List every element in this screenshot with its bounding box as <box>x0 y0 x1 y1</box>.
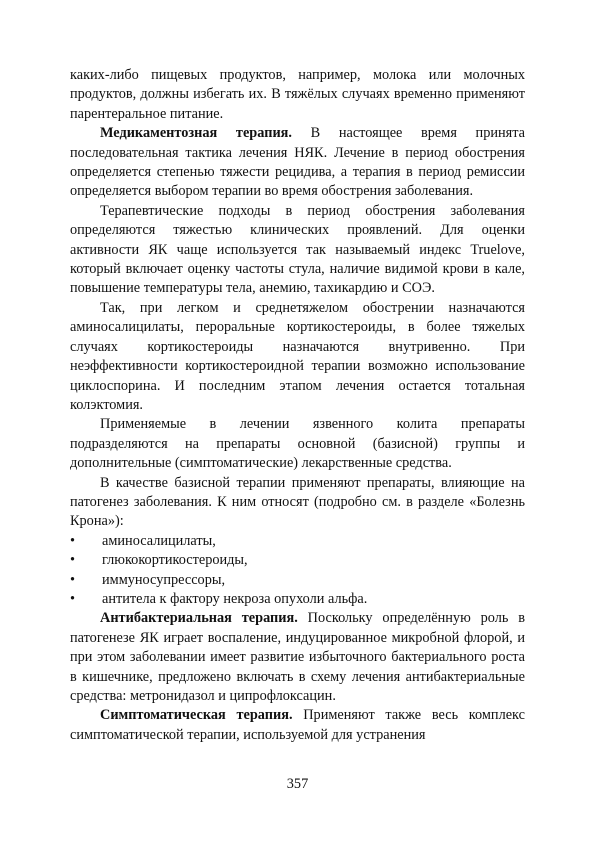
paragraph-basic-therapy: В качестве базисной терапии применяют препараты, влияющие на патогенез заболевания. К ним относят (подробно см. в разделе «Болезнь Крона»): <box>70 474 525 530</box>
list-item <box>70 532 525 551</box>
bullet-marker: • <box>70 552 76 569</box>
list-item <box>70 551 525 570</box>
paragraph-drug-therapy <box>70 124 525 202</box>
paragraph-drug-therapy-text: В настоящее время принята последовательная тактика лечения НЯК. Лечение в период обострения определяется степенью тяжести рецидива, а терапия в период ремиссии определяется выбором терапии во время обострения заболевания. <box>70 125 526 200</box>
paragraph-antibacterial-therapy <box>70 609 525 706</box>
bullet-marker: • <box>70 590 76 607</box>
paragraph-therapeutic-approaches: Терапевтические подходы в период обострения заболевания определяются тяжестью клинических проявлений. Для оценки активности ЯК чаще используется так называемый индекс Truelove, который включает оценку частоты стула, наличие видимой крови в кале, повышение температуры тела, анемию, тахикардию и СОЭ. <box>70 202 525 297</box>
paragraph-drug-groups: Применяемые в лечении язвенного колита препараты подразделяются на препараты основной (базисной) группы и дополнительные (симптоматические) лекарственные средства. <box>70 416 525 472</box>
basic-therapy-list <box>70 532 525 610</box>
page-body <box>70 66 525 745</box>
paragraph-exacerbation-treatment: Так, при легком и среднетяжелом обострении назначаются аминосалицилаты, пероральные кортикостероиды, в более тяжелых случаях кортикостероиды назначаются внутривенно. При неэффективности кортикостероидной терапии возможно использование циклоспорина. И последним этапом лечения остается тотальная колэктомия. <box>70 299 525 413</box>
list-item-text: иммуносупрессоры, <box>102 571 226 588</box>
list-item <box>70 590 525 609</box>
bullet-marker: • <box>70 532 76 549</box>
list-item-text: антитела к фактору некроза опухоли альфа. <box>102 590 368 607</box>
heading-drug-therapy: Медикаментозная терапия. <box>100 125 292 142</box>
paragraph-symptomatic-therapy <box>70 706 525 745</box>
paragraph-symptomatic-text: Применяют также весь комплекс симптоматической терапии, используемой для устранения <box>70 707 525 743</box>
list-item <box>70 571 525 590</box>
page-number: 357 <box>286 776 309 792</box>
paragraph-antibacterial-text: Поскольку определённую роль в патогенезе ЯК играет воспаление, индуцированное микробной флорой, и при этом заболевании имеет развитие избыточного бактериального роста в кишечнике, предложено включать в схему лечения антибактериальные средства: метронидазол и ципрофлоксацин. <box>70 610 525 704</box>
bullet-marker: • <box>70 571 76 588</box>
heading-antibacterial-therapy: Антибактериальная терапия. <box>100 610 298 627</box>
list-item-text: аминосалицилаты, <box>102 532 216 549</box>
list-item-text: глюкокортикостероиды, <box>102 552 248 569</box>
heading-symptomatic-therapy: Симптоматическая терапия. <box>100 707 293 724</box>
paragraph-diet-continuation: каких-либо пищевых продуктов, например, молока или молочных продуктов, должны избегать их. В тяжёлых случаях временно применяют парентеральное питание. <box>70 67 525 122</box>
